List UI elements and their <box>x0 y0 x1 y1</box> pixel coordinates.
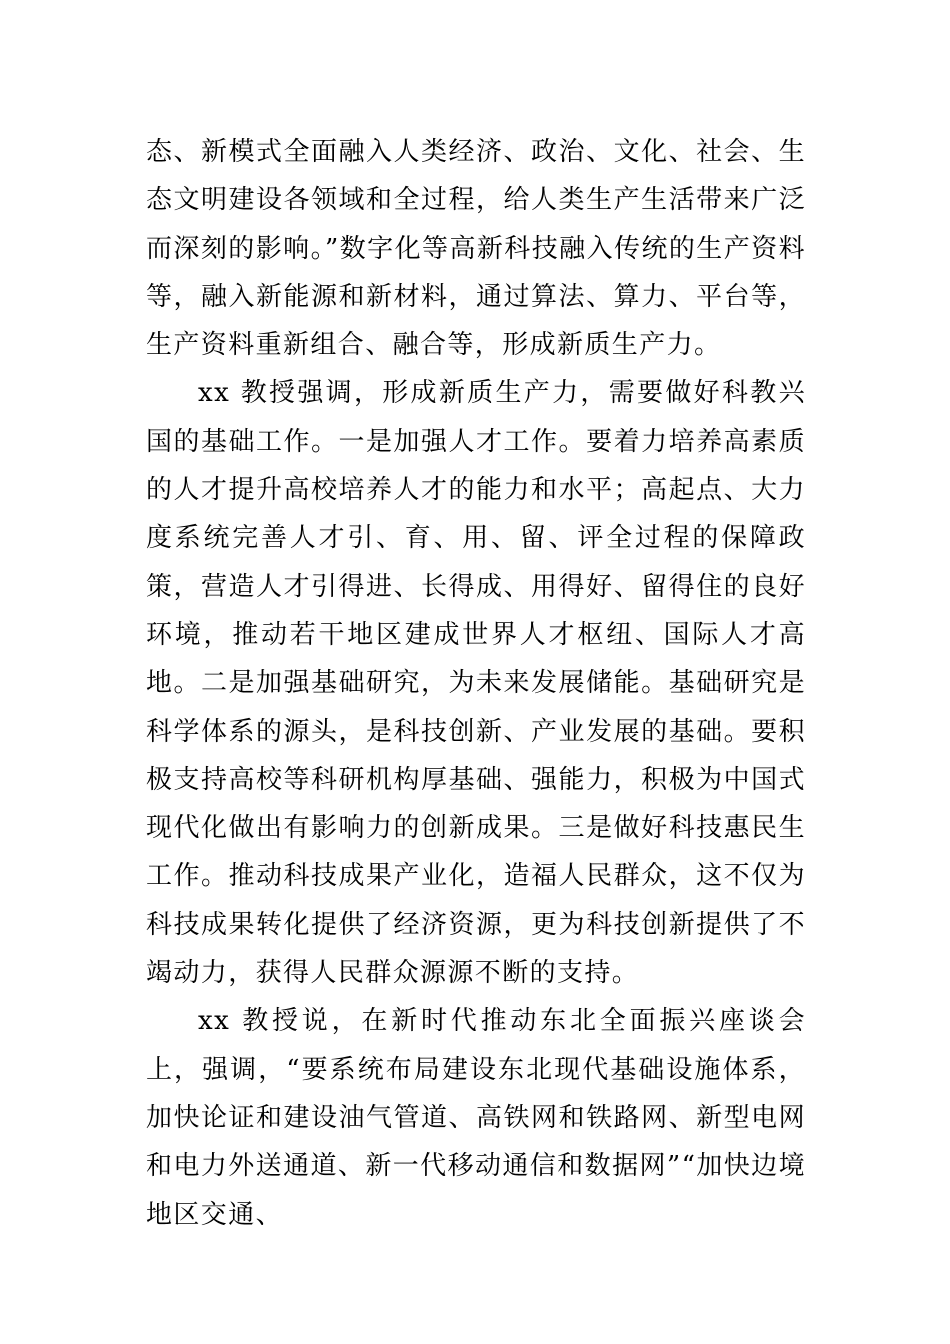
paragraph-continued: 态、新模式全面融入人类经济、政治、文化、社会、生态文明建设各领域和全过程，给人类生产生活带来广泛而深刻的影响。”数字化等高新科技融入传统的生产资料等，融入新能源和新材料，通过算法、算力、平台等，生产资料重新组合、融合等，形成新质生产力。 <box>146 137 806 361</box>
paragraph-northeast-revitalization: xx 教授说，在新时代推动东北全面振兴座谈会上，强调，“要系统布局建设东北现代基础设施体系，加快论证和建设油气管道、高铁网和铁路网、新型电网和电力外送通道、新一代移动通信和数据网”“加快边境地区交通、 <box>146 1006 806 1230</box>
document-body <box>146 128 806 1239</box>
paragraph-science-education: xx 教授强调，形成新质生产力，需要做好科教兴国的基础工作。一是加强人才工作。要着力培养高素质的人才提升高校培养人才的能力和水平；高起点、大力度系统完善人才引、育、用、留、评全过程的保障政策，营造人才引得进、长得成、用得好、留得住的良好环境，推动若干地区建成世界人才枢纽、国际人才高地。二是加强基础研究，为未来发展储能。基础研究是科学体系的源头，是科技创新、产业发展的基础。要积极支持高校等科研机构厚基础、强能力，积极为中国式现代化做出有影响力的创新成果。三是做好科技惠民生工作。推动科技成果产业化，造福人民群众，这不仅为科技成果转化提供了经济资源，更为科技创新提供了不竭动力，获得人民群众源源不断的支持。 <box>146 378 806 989</box>
